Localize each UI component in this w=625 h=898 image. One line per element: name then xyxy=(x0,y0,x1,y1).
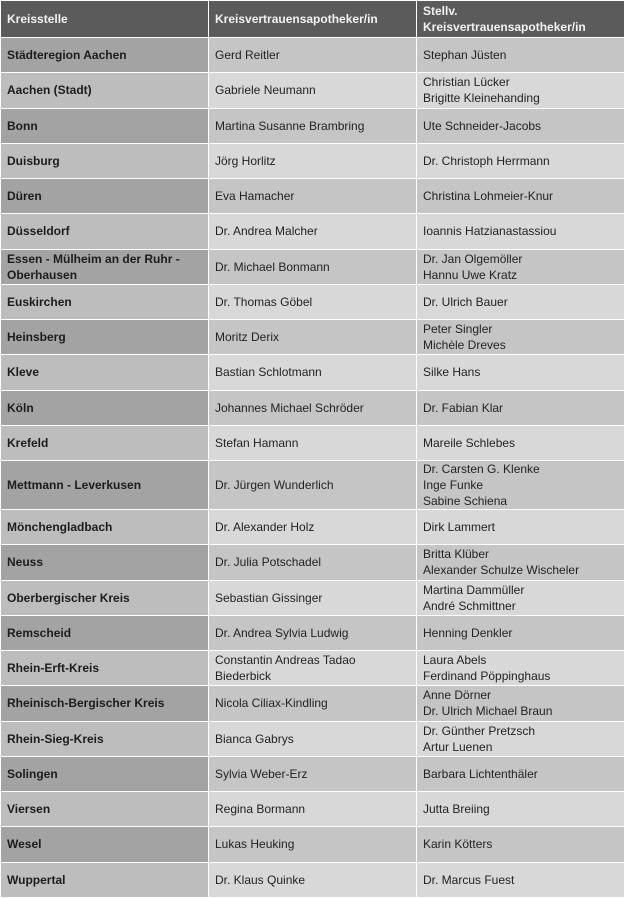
stellvertreter-cell xyxy=(417,827,625,862)
apotheker-name: Bastian Schlotmann xyxy=(215,365,322,380)
apotheker-name: Dr. Thomas Göbel xyxy=(215,294,313,309)
apotheker-name: Dr. Michael Bonmann xyxy=(215,259,330,274)
stellvertreter-cell xyxy=(417,108,625,143)
table-row xyxy=(1,108,625,143)
apotheker-cell xyxy=(209,108,417,143)
apotheker-cell xyxy=(209,355,417,390)
table-row xyxy=(1,320,625,355)
kreisstelle-cell: Oberbergischer Kreis xyxy=(1,580,209,615)
apotheker-cell xyxy=(209,756,417,791)
apotheker-name: Sebastian Gissinger xyxy=(215,590,323,605)
stellvertreter-name: Dr. Ulrich Michael Braun xyxy=(423,704,553,719)
stellvertreter-name: Peter Singler xyxy=(423,322,493,337)
stellvertreter-cell xyxy=(417,580,625,615)
apotheker-name: Gabriele Neumann xyxy=(215,83,316,98)
table-row xyxy=(1,461,625,510)
apotheker-name: Dr. Alexander Holz xyxy=(215,520,315,535)
kreisstelle-cell: Krefeld xyxy=(1,425,209,460)
kreisstelle-cell: Rhein-Sieg-Kreis xyxy=(1,721,209,756)
table-row xyxy=(1,390,625,425)
stellvertreter-cell xyxy=(417,73,625,108)
stellvertreter-cell xyxy=(417,320,625,355)
stellvertreter-name: Dr. Carsten G. Klenke xyxy=(423,462,540,476)
stellvertreter-name: Anne Dörner xyxy=(423,688,492,703)
stellvertreter-name: Dr. Ulrich Bauer xyxy=(423,294,508,309)
apotheker-name: Dr. Andrea Sylvia Ludwig xyxy=(215,625,349,640)
apotheker-cell xyxy=(209,143,417,178)
stellvertreter-cell xyxy=(417,38,625,73)
stellvertreter-cell xyxy=(417,284,625,319)
apotheker-cell xyxy=(209,284,417,319)
apotheker-cell xyxy=(209,580,417,615)
table-row xyxy=(1,580,625,615)
stellvertreter-name: Artur Luenen xyxy=(423,739,493,754)
kreisstelle-cell: Essen - Mülheim an der Ruhr - Oberhausen xyxy=(1,249,209,284)
table-row xyxy=(1,425,625,460)
table-row xyxy=(1,615,625,650)
stellvertreter-cell xyxy=(417,461,625,510)
stellvertreter-name: Henning Denkler xyxy=(423,625,513,640)
table-row xyxy=(1,38,625,73)
table-row xyxy=(1,862,625,897)
stellvertreter-name: Ferdinand Pöppinghaus xyxy=(423,669,551,684)
apotheker-name: Jörg Horlitz xyxy=(215,153,276,168)
stellvertreter-name: Alexander Schulze Wischeler xyxy=(423,563,580,578)
apotheker-cell xyxy=(209,792,417,827)
stellvertreter-name: Dr. Jan Olgemöller xyxy=(423,251,523,266)
stellvertreter-name: Dr. Marcus Fuest xyxy=(423,872,515,887)
table-row xyxy=(1,214,625,249)
stellvertreter-name: Hannu Uwe Kratz xyxy=(423,267,518,282)
stellvertreter-name: Karin Kötters xyxy=(423,837,493,852)
kreisstelle-cell: Remscheid xyxy=(1,615,209,650)
apotheker-name: Dr. Julia Potschadel xyxy=(215,555,322,570)
stellvertreter-name: Sabine Schiena xyxy=(423,494,508,508)
stellvertreter-cell xyxy=(417,510,625,545)
kreisstelle-cell: Heinsberg xyxy=(1,320,209,355)
stellvertreter-name: Martina Dammüller xyxy=(423,582,525,597)
table-row xyxy=(1,756,625,791)
table-row xyxy=(1,355,625,390)
stellvertreter-name: Michèle Dreves xyxy=(423,338,506,353)
apotheker-cell xyxy=(209,827,417,862)
table-row xyxy=(1,721,625,756)
apotheker-cell xyxy=(209,390,417,425)
kreisstelle-cell: Köln xyxy=(1,390,209,425)
header-kreisstelle: Kreisstelle xyxy=(1,1,209,38)
kreisstelle-cell: Wuppertal xyxy=(1,862,209,897)
apotheker-cell xyxy=(209,425,417,460)
apotheker-cell xyxy=(209,721,417,756)
stellvertreter-cell xyxy=(417,545,625,580)
stellvertreter-name: Christian Lücker xyxy=(423,75,510,90)
apotheker-name: Nicola Ciliax-Kindling xyxy=(215,696,328,711)
stellvertreter-cell xyxy=(417,179,625,214)
stellvertreter-cell xyxy=(417,862,625,897)
kreisstelle-cell: Mönchengladbach xyxy=(1,510,209,545)
stellvertreter-name: Christina Lohmeier-Knur xyxy=(423,189,554,204)
stellvertreter-name: Barbara Lichtenthäler xyxy=(423,766,538,781)
stellvertreter-name: Stephan Jüsten xyxy=(423,48,507,63)
apotheker-name: Dr. Jürgen Wunderlich xyxy=(215,478,334,492)
stellvertreter-cell xyxy=(417,615,625,650)
stellvertreter-name: Britta Klüber xyxy=(423,547,490,562)
apotheker-cell xyxy=(209,73,417,108)
apotheker-cell xyxy=(209,862,417,897)
stellvertreter-cell xyxy=(417,686,625,721)
stellvertreter-name: Dr. Fabian Klar xyxy=(423,400,504,415)
kreisstelle-cell: Bonn xyxy=(1,108,209,143)
apotheker-cell xyxy=(209,461,417,510)
apotheker-name: Dr. Klaus Quinke xyxy=(215,872,306,887)
stellvertreter-cell xyxy=(417,390,625,425)
apotheker-cell xyxy=(209,38,417,73)
kreisstelle-cell: Rheinisch-Bergischer Kreis xyxy=(1,686,209,721)
kreisstelle-cell: Duisburg xyxy=(1,143,209,178)
apotheker-name: Constantin Andreas Tadao Biederbick xyxy=(215,653,356,684)
kreisstelle-cell: Euskirchen xyxy=(1,284,209,319)
stellvertreter-cell xyxy=(417,355,625,390)
stellvertreter-name: Laura Abels xyxy=(423,653,487,668)
table-header-row xyxy=(1,1,625,38)
kreisstelle-cell: Mettmann - Leverkusen xyxy=(1,461,209,510)
table-row xyxy=(1,179,625,214)
stellvertreter-name: Mareile Schlebes xyxy=(423,435,516,450)
apotheker-name: Dr. Andrea Malcher xyxy=(215,224,318,239)
stellvertreter-name: Dirk Lammert xyxy=(423,520,496,535)
kreisstelle-cell: Aachen (Stadt) xyxy=(1,73,209,108)
kreisstelle-cell: Viersen xyxy=(1,792,209,827)
table-row xyxy=(1,545,625,580)
stellvertreter-cell xyxy=(417,721,625,756)
stellvertreter-name: Ioannis Hatzianastassiou xyxy=(423,224,557,239)
apotheker-name: Gerd Reitler xyxy=(215,48,280,63)
table-row xyxy=(1,686,625,721)
apotheker-name: Stefan Hamann xyxy=(215,435,299,450)
stellvertreter-name: Dr. Christoph Herrmann xyxy=(423,153,550,168)
apotheker-name: Martina Susanne Brambring xyxy=(215,118,365,133)
kreisstelle-cell: Düsseldorf xyxy=(1,214,209,249)
stellvertreter-name: André Schmittner xyxy=(423,598,516,613)
kreisstelle-cell: Städteregion Aachen xyxy=(1,38,209,73)
kreisstelle-cell: Wesel xyxy=(1,827,209,862)
apotheker-cell xyxy=(209,615,417,650)
header-stellvertreter: Stellv. Kreisvertrauensapotheker/in xyxy=(417,1,625,38)
table-row xyxy=(1,73,625,108)
stellvertreter-cell xyxy=(417,651,625,686)
stellvertreter-cell xyxy=(417,792,625,827)
apotheker-name: Sylvia Weber-Erz xyxy=(215,766,308,781)
apotheker-cell xyxy=(209,686,417,721)
apotheker-name: Moritz Derix xyxy=(215,330,280,345)
apotheker-cell xyxy=(209,510,417,545)
stellvertreter-cell xyxy=(417,143,625,178)
apotheker-name: Lukas Heuking xyxy=(215,837,295,852)
kreisstelle-cell: Düren xyxy=(1,179,209,214)
apotheker-name: Bianca Gabrys xyxy=(215,731,294,746)
apotheker-cell xyxy=(209,249,417,284)
kreisstelle-cell: Rhein-Erft-Kreis xyxy=(1,651,209,686)
table-row xyxy=(1,827,625,862)
stellvertreter-cell xyxy=(417,425,625,460)
stellvertreter-cell xyxy=(417,249,625,284)
stellvertreter-name: Dr. Günther Pretzsch xyxy=(423,723,536,738)
stellvertreter-name: Silke Hans xyxy=(423,365,481,380)
kreisstelle-cell: Neuss xyxy=(1,545,209,580)
stellvertreter-name: Jutta Breiing xyxy=(423,802,490,817)
stellvertreter-name: Inge Funke xyxy=(423,478,484,492)
table-row xyxy=(1,284,625,319)
apotheker-name: Regina Bormann xyxy=(215,802,306,817)
kreisstelle-cell: Kleve xyxy=(1,355,209,390)
header-kreisvertrauensapotheker: Kreisvertrauensapotheker/in xyxy=(209,1,417,38)
apotheker-name: Johannes Michael Schröder xyxy=(215,400,364,415)
apotheker-cell xyxy=(209,545,417,580)
apotheker-cell xyxy=(209,320,417,355)
stellvertreter-cell xyxy=(417,756,625,791)
apotheker-cell xyxy=(209,214,417,249)
table-row xyxy=(1,249,625,284)
apotheker-cell xyxy=(209,179,417,214)
table-row xyxy=(1,792,625,827)
apotheker-cell xyxy=(209,651,417,686)
table-row xyxy=(1,651,625,686)
table-row xyxy=(1,143,625,178)
table-body xyxy=(1,38,625,898)
stellvertreter-name: Brigitte Kleinehanding xyxy=(423,91,540,106)
table-row xyxy=(1,510,625,545)
kreisstelle-cell: Solingen xyxy=(1,756,209,791)
stellvertreter-cell xyxy=(417,214,625,249)
apotheker-name: Eva Hamacher xyxy=(215,189,295,204)
stellvertreter-name: Ute Schneider-Jacobs xyxy=(423,118,542,133)
